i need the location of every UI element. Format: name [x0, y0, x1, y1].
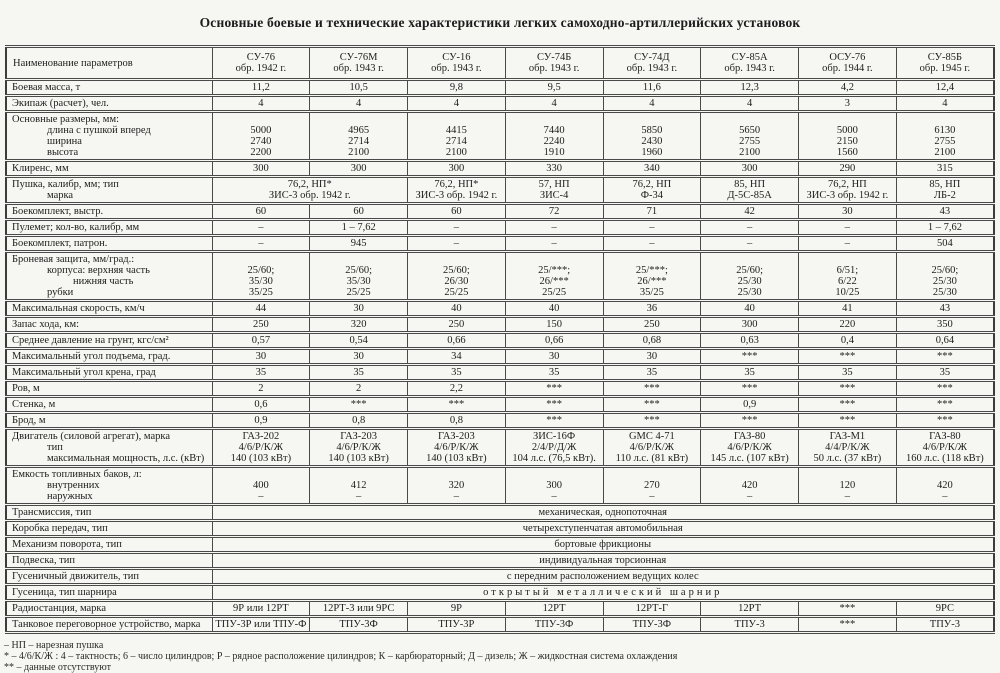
- param-label: Боевая масса, т: [6, 80, 212, 96]
- param-label: Максимальный угол подъема, град.: [6, 349, 212, 365]
- table-row: [6, 349, 994, 365]
- footnote-line: ** – данные отсутствуют: [4, 662, 111, 673]
- value-cell: 25/***; 26/*** 25/25: [505, 252, 603, 301]
- column-header: СУ-74Б обр. 1943 г.: [505, 47, 603, 80]
- value-cell: ГАЗ-202 4/6/Р/К/Ж 140 (103 кВт): [212, 429, 310, 467]
- value-cell: 5000 2740 2200: [212, 112, 310, 161]
- value-cell: ***: [896, 413, 994, 429]
- value-cell: ***: [701, 413, 799, 429]
- table-row: [6, 537, 994, 553]
- value-cell: 76,2, НП ЗИС-3 обр. 1942 г.: [799, 177, 897, 204]
- value-cell: 6130 2755 2100: [896, 112, 994, 161]
- column-header: СУ-85Б обр. 1945 г.: [896, 47, 994, 80]
- value-cell: ***: [896, 349, 994, 365]
- value-cell: 4: [896, 96, 994, 112]
- column-header: СУ-16 обр. 1943 г.: [408, 47, 506, 80]
- value-cell: ***: [799, 349, 897, 365]
- page-title: Основные боевые и технические характеристики легких самоходно-артиллерийских установок: [199, 15, 801, 30]
- value-cell: 40: [701, 301, 799, 317]
- param-label: Экипаж (расчет), чел.: [6, 96, 212, 112]
- value-cell: ТПУ-3: [896, 617, 994, 633]
- value-cell: 0,63: [701, 333, 799, 349]
- value-cell: 43: [896, 204, 994, 220]
- value-cell: ***: [310, 397, 408, 413]
- param-label: Запас хода, км:: [6, 317, 212, 333]
- value-cell: ***: [505, 381, 603, 397]
- value-cell: 42: [701, 204, 799, 220]
- value-cell: 250: [212, 317, 310, 333]
- value-cell: 76,2, НП Ф-34: [603, 177, 701, 204]
- value-cell: ***: [408, 397, 506, 413]
- table-row: [6, 80, 994, 96]
- value-cell: ***: [603, 397, 701, 413]
- value-cell: 57, НП ЗИС-4: [505, 177, 603, 204]
- value-cell: 0,9: [212, 413, 310, 429]
- param-label: Максимальная скорость, км/ч: [6, 301, 212, 317]
- value-cell: 4: [408, 96, 506, 112]
- value-cell: 270 –: [603, 467, 701, 505]
- value-cell: 30: [603, 349, 701, 365]
- table-row: [6, 429, 994, 467]
- param-label: Клиренс, мм: [6, 161, 212, 177]
- param-label: Пулемет; кол-во, калибр, мм: [6, 220, 212, 236]
- value-cell: 120 –: [799, 467, 897, 505]
- table-row: [6, 96, 994, 112]
- value-cell: 9Р или 12РТ: [212, 601, 310, 617]
- value-cell: 330: [505, 161, 603, 177]
- value-cell: ***: [505, 413, 603, 429]
- value-cell: ГАЗ-203 4/6/Р/К/Ж 140 (103 кВт): [408, 429, 506, 467]
- value-cell: –: [701, 236, 799, 252]
- value-cell: ***: [603, 413, 701, 429]
- value-cell: 25/60; 35/30 35/25: [212, 252, 310, 301]
- param-label: Броневая защита, мм/град.: корпуса: верхняя часть нижняя часть рубки: [6, 252, 212, 301]
- value-cell: 60: [310, 204, 408, 220]
- value-cell: 400 –: [212, 467, 310, 505]
- table-row: [6, 601, 994, 617]
- param-label: Подвеска, тип: [6, 553, 212, 569]
- value-cell: ***: [505, 397, 603, 413]
- value-cell: 25/60; 26/30 25/25: [408, 252, 506, 301]
- value-cell: 420 –: [896, 467, 994, 505]
- value-cell: 4: [701, 96, 799, 112]
- value-cell: 9Р: [408, 601, 506, 617]
- value-cell: 34: [408, 349, 506, 365]
- value-cell: ГАЗ-80 4/6/Р/К/Ж 160 л.с. (118 кВт): [896, 429, 994, 467]
- value-cell: ***: [701, 381, 799, 397]
- value-cell: ***: [799, 601, 897, 617]
- value-cell: 9РС: [896, 601, 994, 617]
- value-cell: открытый металлический шарнир: [212, 585, 994, 601]
- table-row: [6, 177, 994, 204]
- value-cell: 0,8: [408, 413, 506, 429]
- value-cell: 12РТ-Г: [603, 601, 701, 617]
- value-cell: 85, НП ЛБ-2: [896, 177, 994, 204]
- value-cell: 4965 2714 2100: [310, 112, 408, 161]
- value-cell: ***: [603, 381, 701, 397]
- value-cell: ТПУ-3Ф: [603, 617, 701, 633]
- table-row: [6, 220, 994, 236]
- value-cell: 945: [310, 236, 408, 252]
- value-cell: 11,2: [212, 80, 310, 96]
- value-cell: GMC 4-71 4/6/Р/К/Ж 110 л.с. (81 кВт): [603, 429, 701, 467]
- table-body: [6, 80, 994, 633]
- table-row: [6, 204, 994, 220]
- value-cell: 85, НП Д-5С-85А: [701, 177, 799, 204]
- value-cell: 41: [799, 301, 897, 317]
- param-label: Коробка передач, тип: [6, 521, 212, 537]
- value-cell: 4,2: [799, 80, 897, 96]
- param-label: Двигатель (силовой агрегат), марка тип максимальная мощность, л.с. (кВт): [6, 429, 212, 467]
- table-row: [6, 397, 994, 413]
- value-cell: 71: [603, 204, 701, 220]
- value-cell: 72: [505, 204, 603, 220]
- value-cell: 60: [408, 204, 506, 220]
- value-cell: ТПУ-3Р или ТПУ-Ф: [212, 617, 310, 633]
- value-cell: –: [701, 220, 799, 236]
- value-cell: ТПУ-3Ф: [505, 617, 603, 633]
- value-cell: 1 – 7,62: [310, 220, 408, 236]
- column-header: СУ-76 обр. 1942 г.: [212, 47, 310, 80]
- value-cell: 2,2: [408, 381, 506, 397]
- table-row: [6, 413, 994, 429]
- value-cell: 30: [310, 349, 408, 365]
- value-cell: 12РТ: [701, 601, 799, 617]
- param-label: Гусеничный движитель, тип: [6, 569, 212, 585]
- value-cell: 2: [310, 381, 408, 397]
- value-cell: 0,66: [408, 333, 506, 349]
- column-header: СУ-85А обр. 1943 г.: [701, 47, 799, 80]
- value-cell: 300 –: [505, 467, 603, 505]
- table-row: [6, 333, 994, 349]
- param-label: Радиостанция, марка: [6, 601, 212, 617]
- value-cell: 30: [310, 301, 408, 317]
- value-cell: 5650 2755 2100: [701, 112, 799, 161]
- value-cell: –: [212, 236, 310, 252]
- value-cell: 5000 2150 1560: [799, 112, 897, 161]
- value-cell: ***: [896, 381, 994, 397]
- value-cell: 315: [896, 161, 994, 177]
- value-cell: четырехступенчатая автомобильная: [212, 521, 994, 537]
- value-cell: –: [799, 236, 897, 252]
- value-cell: ТПУ-3: [701, 617, 799, 633]
- value-cell: 0,54: [310, 333, 408, 349]
- value-cell: 6/51; 6/22 10/25: [799, 252, 897, 301]
- value-cell: 9,8: [408, 80, 506, 96]
- value-cell: 30: [505, 349, 603, 365]
- value-cell: 12РТ-3 или 9РС: [310, 601, 408, 617]
- value-cell: бортовые фрикционы: [212, 537, 994, 553]
- value-cell: 35: [701, 365, 799, 381]
- table-row: [6, 112, 994, 161]
- param-label: Механизм поворота, тип: [6, 537, 212, 553]
- value-cell: 340: [603, 161, 701, 177]
- value-cell: 35: [408, 365, 506, 381]
- value-cell: ***: [799, 381, 897, 397]
- value-cell: 320 –: [408, 467, 506, 505]
- param-label: Танковое переговорное устройство, марка: [6, 617, 212, 633]
- param-label: Ров, м: [6, 381, 212, 397]
- value-cell: 5850 2430 1960: [603, 112, 701, 161]
- value-cell: 0,57: [212, 333, 310, 349]
- value-cell: 35: [896, 365, 994, 381]
- param-label: Брод, м: [6, 413, 212, 429]
- param-header-cell: Наименование параметров: [6, 47, 212, 80]
- value-cell: 4: [212, 96, 310, 112]
- param-label: Боекомплект, патрон.: [6, 236, 212, 252]
- value-cell: 300: [212, 161, 310, 177]
- value-cell: 4: [310, 96, 408, 112]
- value-cell: механическая, однопоточная: [212, 505, 994, 521]
- param-label: Основные размеры, мм: длина с пушкой вперед ширина высота: [6, 112, 212, 161]
- value-cell: 0,4: [799, 333, 897, 349]
- value-cell: 25/60; 35/30 25/25: [310, 252, 408, 301]
- value-cell: индивидуальная торсионная: [212, 553, 994, 569]
- value-cell: 250: [408, 317, 506, 333]
- value-cell: 300: [310, 161, 408, 177]
- value-cell: ***: [799, 413, 897, 429]
- table-row: [6, 505, 994, 521]
- column-header: СУ-74Д обр. 1943 г.: [603, 47, 701, 80]
- table-row: [6, 585, 994, 601]
- value-cell: –: [603, 220, 701, 236]
- value-cell: –: [603, 236, 701, 252]
- column-header: ОСУ-76 обр. 1944 г.: [799, 47, 897, 80]
- value-cell: 300: [701, 161, 799, 177]
- param-label: Емкость топливных баков, л: внутренних наружных: [6, 467, 212, 505]
- value-cell: 30: [212, 349, 310, 365]
- value-cell: 35: [505, 365, 603, 381]
- value-cell: 40: [505, 301, 603, 317]
- value-cell: 30: [799, 204, 897, 220]
- value-cell: 3: [799, 96, 897, 112]
- value-cell: 2: [212, 381, 310, 397]
- value-cell: 9,5: [505, 80, 603, 96]
- value-cell: 40: [408, 301, 506, 317]
- value-cell: 12РТ: [505, 601, 603, 617]
- value-cell: 290: [799, 161, 897, 177]
- value-cell: 504: [896, 236, 994, 252]
- param-label: Стенка, м: [6, 397, 212, 413]
- footnote-line: * – 4/6/К/Ж : 4 – тактность; 6 – число цилиндров; Р – рядное расположение цилиндров; К – карбюраторный; Д – дизель; Ж – жидкостная система охлаждения: [4, 651, 678, 662]
- footnote-line: – НП – нарезная пушка: [4, 640, 104, 651]
- value-cell: 35: [310, 365, 408, 381]
- table-row: [6, 161, 994, 177]
- table-row: [6, 252, 994, 301]
- table-row: [6, 553, 994, 569]
- value-cell: 0,64: [896, 333, 994, 349]
- header-row: [6, 47, 994, 80]
- value-cell: –: [505, 220, 603, 236]
- value-cell: ЗИС-16Ф 2/4/Р/Д/Ж 104 л.с. (76,5 кВт).: [505, 429, 603, 467]
- param-label: Пушка, калибр, мм; тип марка: [6, 177, 212, 204]
- value-cell: ***: [799, 397, 897, 413]
- value-cell: 35: [212, 365, 310, 381]
- value-cell: ***: [896, 397, 994, 413]
- value-cell: ***: [701, 349, 799, 365]
- value-cell: 0,66: [505, 333, 603, 349]
- table-row: [6, 381, 994, 397]
- value-cell: 12,3: [701, 80, 799, 96]
- value-cell: 1 – 7,62: [896, 220, 994, 236]
- value-cell: 0,9: [701, 397, 799, 413]
- table-row: [6, 317, 994, 333]
- value-cell: 7440 2240 1910: [505, 112, 603, 161]
- column-header: СУ-76М обр. 1943 г.: [310, 47, 408, 80]
- param-label: Гусеница, тип шарнира: [6, 585, 212, 601]
- value-cell: 412 –: [310, 467, 408, 505]
- value-cell: –: [799, 220, 897, 236]
- value-cell: ТПУ-3Ф: [310, 617, 408, 633]
- value-cell: 25/60; 25/30 25/30: [896, 252, 994, 301]
- table-row: [6, 521, 994, 537]
- param-label: Максимальный угол крена, град: [6, 365, 212, 381]
- value-cell: 60: [212, 204, 310, 220]
- value-cell: 76,2, НП* ЗИС-3 обр. 1942 г.: [408, 177, 506, 204]
- footnotes: [4, 640, 1000, 673]
- table-row: [6, 236, 994, 252]
- table-row: [6, 617, 994, 633]
- value-cell: 25/60; 25/30 25/30: [701, 252, 799, 301]
- value-cell: 220: [799, 317, 897, 333]
- value-cell: –: [212, 220, 310, 236]
- value-cell: ***: [799, 617, 897, 633]
- value-cell: ГАЗ-М1 4/4/Р/К/Ж 50 л.с. (37 кВт): [799, 429, 897, 467]
- value-cell: ТПУ-3Р: [408, 617, 506, 633]
- table-row: [6, 365, 994, 381]
- value-cell: ГАЗ-80 4/6/Р/К/Ж 145 л.с. (107 кВт): [701, 429, 799, 467]
- value-cell: 420 –: [701, 467, 799, 505]
- param-label: Среднее давление на грунт, кгс/см²: [6, 333, 212, 349]
- value-cell: –: [408, 236, 506, 252]
- value-cell: 44: [212, 301, 310, 317]
- value-cell: 0,68: [603, 333, 701, 349]
- spec-table: [5, 45, 995, 634]
- value-cell: с передним расположением ведущих колес: [212, 569, 994, 585]
- value-cell: 43: [896, 301, 994, 317]
- value-cell: 4415 2714 2100: [408, 112, 506, 161]
- value-cell: 25/***; 26/*** 35/25: [603, 252, 701, 301]
- value-cell: 250: [603, 317, 701, 333]
- value-cell: 320: [310, 317, 408, 333]
- table-row: [6, 467, 994, 505]
- value-cell: ГАЗ-203 4/6/Р/К/Ж 140 (103 кВт): [310, 429, 408, 467]
- value-cell: 150: [505, 317, 603, 333]
- value-cell: –: [408, 220, 506, 236]
- table-row: [6, 569, 994, 585]
- value-cell: 350: [896, 317, 994, 333]
- param-label: Трансмиссия, тип: [6, 505, 212, 521]
- value-cell: 300: [408, 161, 506, 177]
- value-cell: 4: [505, 96, 603, 112]
- value-cell: –: [505, 236, 603, 252]
- value-cell: 4: [603, 96, 701, 112]
- table-row: [6, 301, 994, 317]
- value-cell: 35: [799, 365, 897, 381]
- value-cell: 0,8: [310, 413, 408, 429]
- value-cell: 300: [701, 317, 799, 333]
- value-cell: 12,4: [896, 80, 994, 96]
- value-cell: 10,5: [310, 80, 408, 96]
- value-cell: 0,6: [212, 397, 310, 413]
- value-cell: 76,2, НП* ЗИС-3 обр. 1942 г.: [212, 177, 408, 204]
- value-cell: 11,6: [603, 80, 701, 96]
- value-cell: 36: [603, 301, 701, 317]
- param-label: Боекомплект, выстр.: [6, 204, 212, 220]
- value-cell: 35: [603, 365, 701, 381]
